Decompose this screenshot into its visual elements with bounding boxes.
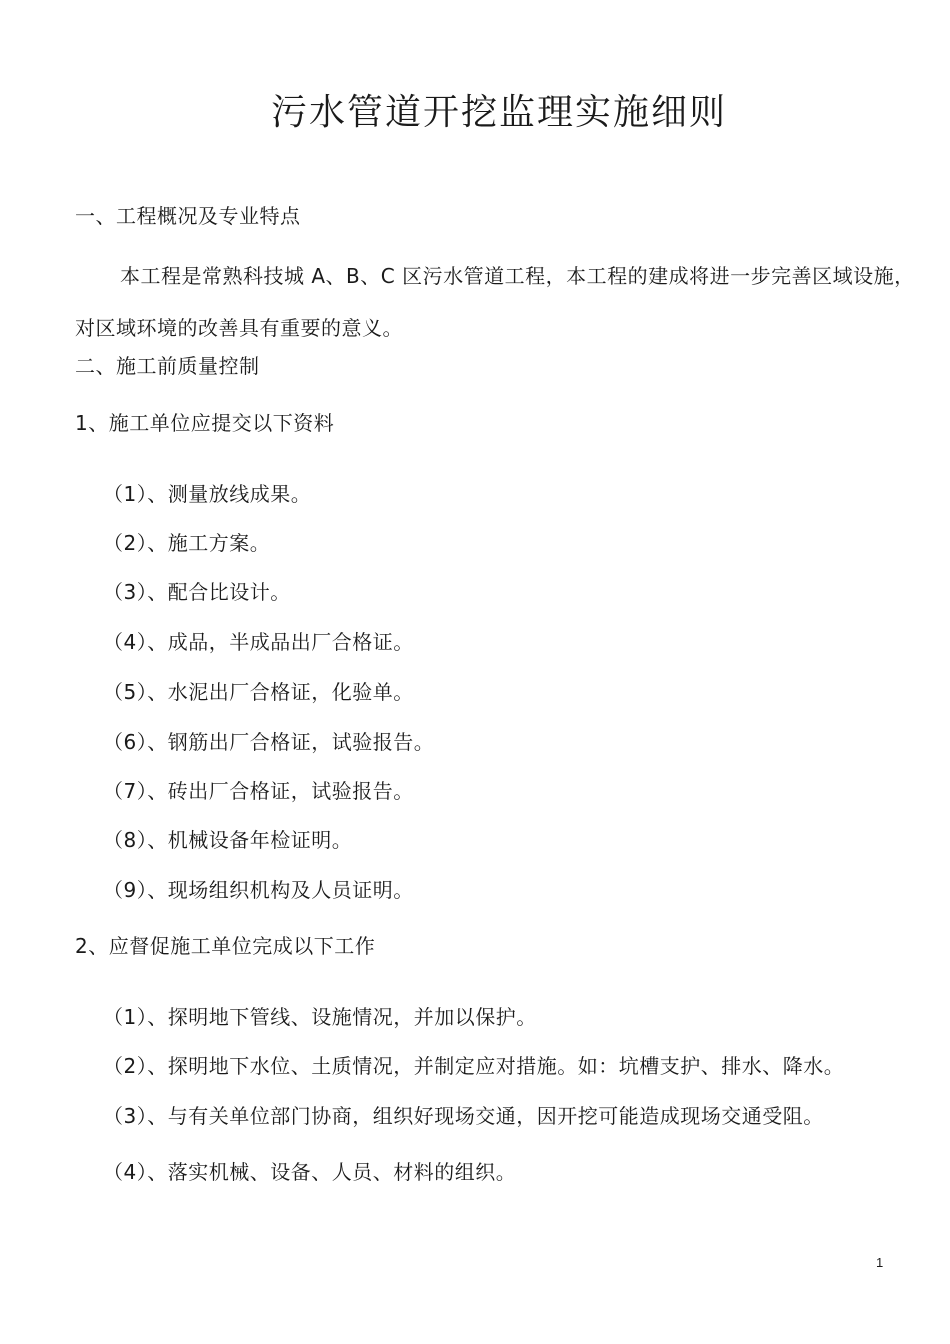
list-item: （8）、机械设备年检证明。 xyxy=(103,828,353,852)
list-item: （4）、成品，半成品出厂合格证。 xyxy=(103,630,414,654)
list-item: （5）、水泥出厂合格证，化验单。 xyxy=(103,680,414,704)
list-item: （2）、施工方案。 xyxy=(103,531,271,555)
list-item: （3）、配合比设计。 xyxy=(103,580,291,604)
section-1-paragraph: 本工程是常熟科技城 A、B、C 区污水管道工程，本工程的建成将进一步完善区域设施，对区域环境的改善具有重要的意义。 xyxy=(75,264,915,340)
subsection-2-heading: 2、应督促施工单位完成以下工作 xyxy=(75,934,376,958)
list-item: （2）、探明地下水位、土质情况，并制定应对措施。如：坑槽支护、排水、降水。 xyxy=(103,1054,845,1078)
list-item: （3）、与有关单位部门协商，组织好现场交通，因开挖可能造成现场交通受阻。 xyxy=(103,1104,824,1128)
subsection-1-heading: 1、施工单位应提交以下资料 xyxy=(75,411,335,435)
list-item: （9）、现场组织机构及人员证明。 xyxy=(103,878,414,902)
page-number: 1 xyxy=(876,1255,884,1270)
section-1-heading: 一、工程概况及专业特点 xyxy=(75,204,301,228)
list-item: （4）、落实机械、设备、人员、材料的组织。 xyxy=(103,1160,517,1184)
document-title: 污水管道开挖监理实施细则 xyxy=(270,92,727,133)
list-item: （1）、探明地下管线、设施情况，并加以保护。 xyxy=(103,1005,537,1029)
list-item: （7）、砖出厂合格证，试验报告。 xyxy=(103,779,414,803)
list-item: （1）、测量放线成果。 xyxy=(103,482,312,506)
section-2-heading: 二、施工前质量控制 xyxy=(75,354,260,378)
list-item: （6）、钢筋出厂合格证，试验报告。 xyxy=(103,730,435,754)
